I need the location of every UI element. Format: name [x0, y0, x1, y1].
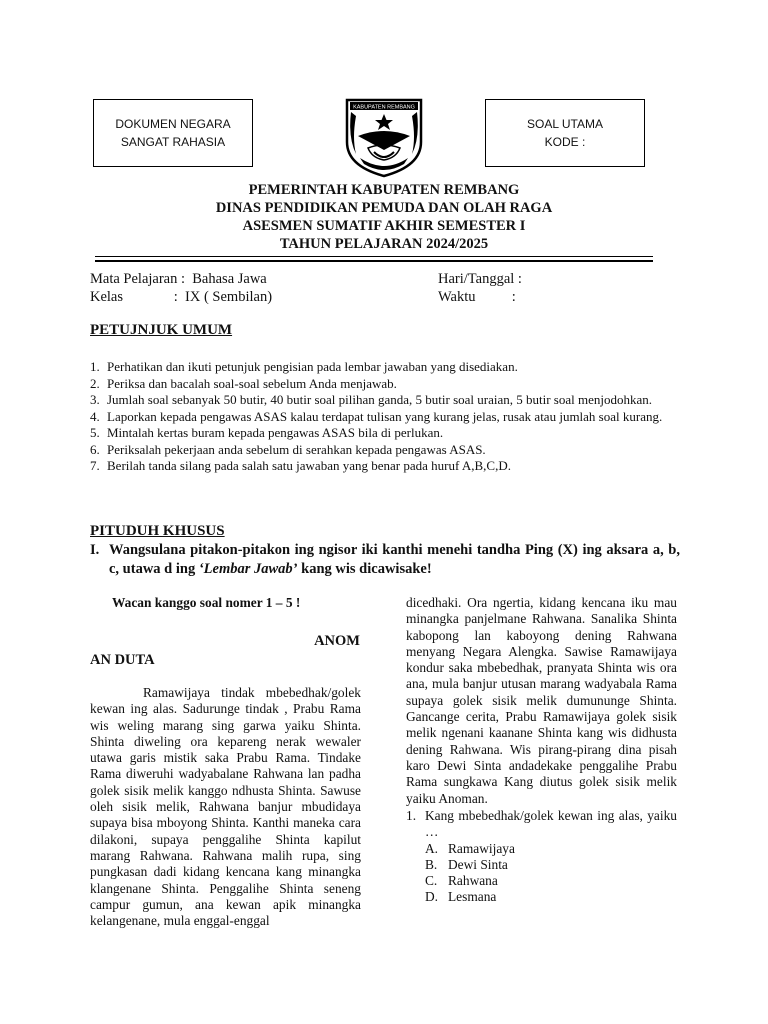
instruction-item: [90, 359, 678, 375]
academic-year: TAHUN PELAJARAN 2024/2025: [279, 236, 489, 252]
time-line: Waktu :: [438, 289, 516, 305]
exam-code-box: [485, 99, 645, 167]
instruction-item: [90, 409, 678, 425]
section-roman-numeral: I.: [90, 542, 100, 558]
reading-text-right: dicedhaki. Ora ngertia, kidang kencana iku mau minangka panjelmane Rahwana. Sanalika Shinta kabopong lan kaboyong dening Rahwana menyang Negara Alengka. Sawise Ramawijaya kondur saka mbebedhak, pranyata Shinta wis ora ana, mula banjur utusan marang wadyabala Rama supaya golek sisik melik dumununge Shinta. Gancange cerita, Prabu Ramawijaya golek sisik melik ngenani kaanane Shinta kang wis didhusta dening Rahwana. Wis pirang-pirang dina pisah karo Dewi Sinta andadekake penggalihe Prabu Rama sungkawa Kang diutus golek sisik melik yaiku Anoman.: [406, 595, 677, 806]
question-1: [406, 808, 677, 906]
instruction-item: [90, 425, 678, 441]
instruction-text: Periksalah pekerjaan anda sebelum di serahkan kepada pengawas ASAS.: [107, 441, 486, 457]
subject-line: Mata Pelajaran : Bahasa Jawa: [90, 271, 267, 287]
instruction-text: Laporkan kepada pengawas ASAS kalau terdapat tulisan yang kurang jelas, rusak atau jumlah soal kurang.: [107, 408, 663, 424]
reading-title-part-2: AN DUTA: [90, 652, 155, 668]
exam-code-label: KODE :: [544, 135, 586, 149]
answer-options: [425, 841, 677, 906]
option-text: Dewi Sinta: [448, 856, 508, 872]
special-instruction: [90, 541, 680, 579]
instruction-item: [90, 376, 678, 392]
reading-text-left: Ramawijaya tindak mbebedhak/golek kewan ing alas. Sadurunge tindak , Prabu Rama wis weling marang sing garwa yaiku Shinta. Shinta diweling ora kepareng nerak wewaler utawa garis mistik saka Prabu Rama. Tindake Rama diweruhi wadyabalane Rahwana lan padha golek sisik melik kanggo ndhusta Shinta. Sawuse oleh sisik melik, Rahwana banjur mbudidaya supaya bisa mboyong Shinta. Kanthi maneka cara dilakoni, supaya penggalihe Shinta kapilut marang Rahwana. Rahwana malih rupa, sing pungkasan dadi kidang kencana kang minangka klangenane Shinta. Penggalihe Shinta seneng campur gumun, ana kewan apik minangka kelangenane, mula enggal-enggal: [90, 685, 361, 929]
classification-line-1: DOKUMEN NEGARA: [115, 117, 231, 131]
instruction-item: [90, 392, 678, 408]
header-divider-bottom: [95, 260, 653, 262]
emblem-label: KABUPATEN REMBANG: [353, 104, 415, 111]
instruction-text: Periksa dan bacalah soal-soal sebelum Anda menjawab.: [107, 375, 397, 391]
reading-caption: Wacan kanggo soal nomer 1 – 5 !: [112, 595, 301, 610]
option-text: Ramawijaya: [448, 840, 515, 856]
instruction-number: 4.: [90, 408, 100, 424]
question-text: Kang mbebedhak/golek kewan ing alas, yaiku …: [425, 808, 677, 840]
general-instructions-list: [90, 359, 678, 475]
answer-option-a[interactable]: [425, 841, 677, 857]
exam-type-label: SOAL UTAMA: [526, 117, 603, 131]
instruction-text-end: kang wis dicawisake!: [297, 561, 432, 577]
instruction-number: 3.: [90, 392, 100, 407]
question-number: 1.: [406, 808, 417, 823]
instruction-number: 1.: [90, 359, 100, 374]
instruction-number: 7.: [90, 458, 100, 473]
date-line: Hari/Tanggal :: [438, 271, 522, 287]
instruction-text: Jumlah soal sebanyak 50 butir, 40 butir soal pilihan ganda, 5 butir soal uraian, 5 butir soal menjodohkan.: [107, 392, 653, 407]
option-letter: A.: [425, 840, 439, 856]
reading-title-part-1: ANOM: [314, 633, 360, 649]
general-instructions-heading: PETUJNJUK UMUM: [90, 322, 233, 338]
answer-option-d[interactable]: [425, 889, 677, 905]
institution-title-1: PEMERINTAH KABUPATEN REMBANG: [248, 182, 520, 198]
exam-title: ASESMEN SUMATIF AKHIR SEMESTER I: [242, 218, 526, 234]
option-letter: B.: [425, 856, 438, 872]
institution-title-2: DINAS PENDIDIKAN PEMUDA DAN OLAH RAGA: [215, 200, 553, 216]
reading-paragraph-left: [90, 685, 361, 929]
rembang-emblem-icon: [344, 98, 424, 178]
option-letter: C.: [425, 873, 438, 889]
instruction-text-start: Wangsulana pitakon-pitakon ing ngisor iki kanthi menehi tandha Ping (X) ing aksara a, b, c, utawa d ing: [109, 542, 680, 577]
answer-sheet-term: ‘Lembar Jawab’: [198, 561, 298, 577]
option-text: Rahwana: [448, 873, 498, 889]
special-instructions-heading: PITUDUH KHUSUS: [90, 523, 225, 539]
instruction-item: [90, 442, 678, 458]
instruction-number: 2.: [90, 375, 100, 391]
reading-paragraph-right: [406, 595, 677, 807]
instruction-text: Mintalah kertas buram kepada pengawas ASAS bila di perlukan.: [107, 425, 444, 440]
instruction-item: [90, 458, 678, 474]
option-text: Lesmana: [448, 889, 497, 905]
document-classification-box: [93, 99, 253, 167]
classification-line-2: SANGAT RAHASIA: [120, 135, 226, 149]
instruction-text: Berilah tanda silang pada salah satu jawaban yang benar pada huruf A,B,C,D.: [107, 458, 511, 473]
instruction-text: Perhatikan dan ikuti petunjuk pengisian pada lembar jawaban yang disediakan.: [107, 359, 518, 374]
option-letter: D.: [425, 889, 439, 905]
header-divider-top: [95, 256, 653, 257]
answer-option-c[interactable]: [425, 873, 677, 889]
instruction-number: 5.: [90, 425, 100, 440]
class-line: Kelas : IX ( Sembilan): [90, 289, 273, 305]
instruction-number: 6.: [90, 441, 100, 457]
answer-option-b[interactable]: [425, 857, 677, 873]
